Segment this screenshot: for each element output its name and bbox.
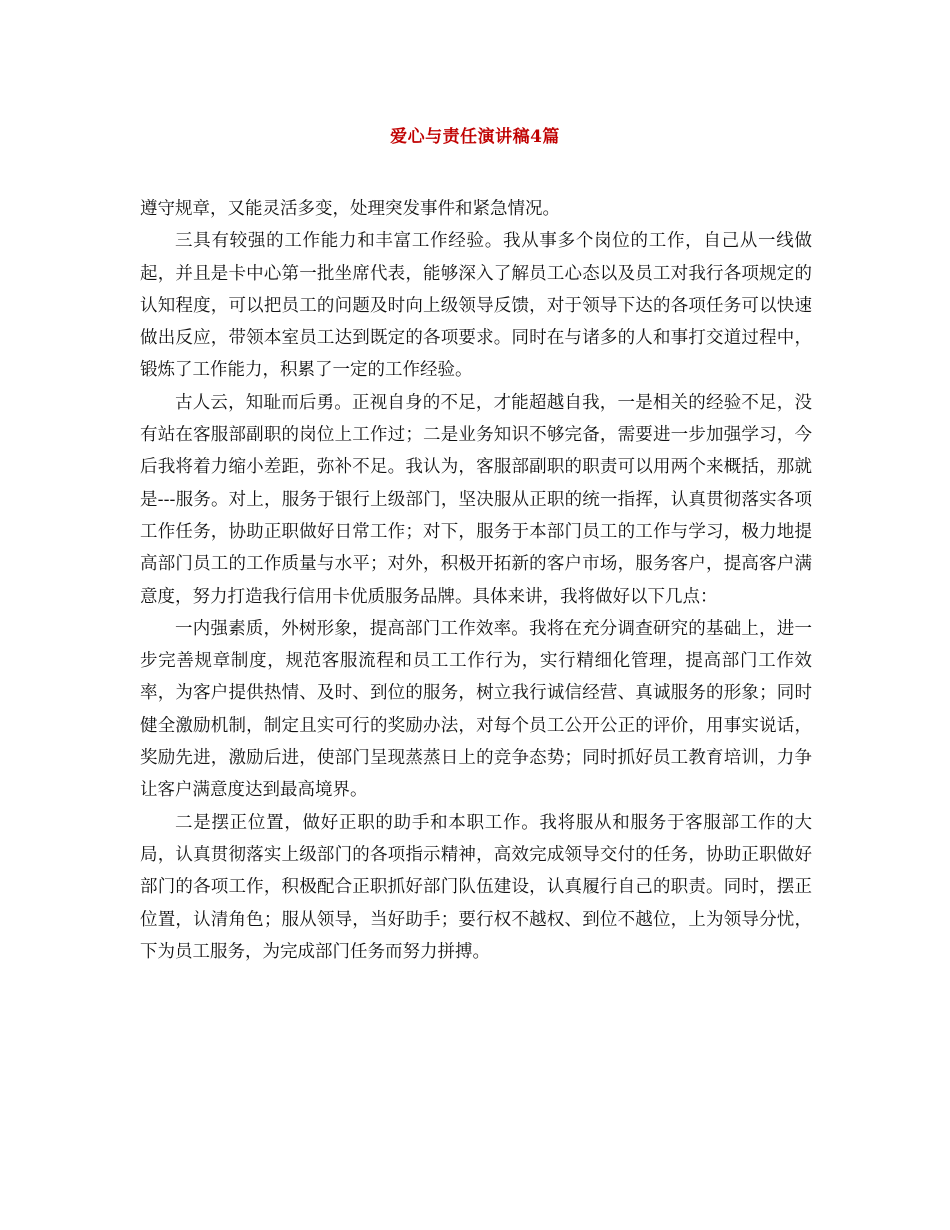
document-body (140, 193, 812, 968)
paragraph-work-experience: 三具有较强的工作能力和丰富工作经验。我从事多个岗位的工作，自己从一线做起，并且是卡中心第一批坐席代表，能够深入了解员工心态以及员工对我行各项规定的认知程度，可以把员工的问题及时向上级领导反馈，对于领导下达的各项任务可以快速做出反应，带领本室员工达到既定的各项要求。同时在与诸多的人和事打交道过程中，锻炼了工作能力，积累了一定的工作经验。 (140, 231, 812, 381)
paragraph-point-one: 一内强素质，外树形象，提高部门工作效率。我将在充分调查研究的基础上，进一步完善规章制度，规范客服流程和员工工作行为，实行精细化管理，提高部门工作效率，为客户提供热情、及时、到位的服务，树立我行诚信经营、真诚服务的形象；同时健全激励机制，制定且实可行的奖励办法，对每个员工公开公正的评价，用事实说话，奖励先进，激励后进，使部门呈现蒸蒸日上的竞争态势；同时抓好员工教育培训，力争让客户满意度达到最高境界。 (140, 618, 812, 801)
paragraph-point-two: 二是摆正位置，做好正职的助手和本职工作。我将服从和服务于客服部工作的大局，认真贯彻落实上级部门的各项指示精神，高效完成领导交付的任务，协助正职做好部门的各项工作，积极配合正职抓好部门队伍建设，认真履行自己的职责。同时，摆正位置，认清角色；服从领导，当好助手；要行权不越权、到位不越位，上为领导分忧，下为员工服务，为完成部门任务而努力拼搏。 (140, 812, 812, 962)
paragraph-self-assessment: 古人云，知耻而后勇。正视自身的不足，才能超越自我，一是相关的经验不足，没有站在客服部副职的岗位上工作过；二是业务知识不够完备，需要进一步加强学习，今后我将着力缩小差距，弥补不足。我认为，客服部副职的职责可以用两个来概括，那就是---服务。对上，服务于银行上级部门，坚决服从正职的统一指挥，认真贯彻落实各项工作任务，协助正职做好日常工作；对下，服务于本部门员工的工作与学习，极力地提高部门员工的工作质量与水平；对外，积极开拓新的客户市场，服务客户，提高客户满意度，努力打造我行信用卡优质服务品牌。具体来讲，我将做好以下几点： (140, 392, 812, 607)
document-title: 爱心与责任演讲稿4篇 (390, 127, 560, 147)
paragraph-continuation: 遵守规章，又能灵活多变，处理突发事件和紧急情况。 (140, 199, 560, 219)
